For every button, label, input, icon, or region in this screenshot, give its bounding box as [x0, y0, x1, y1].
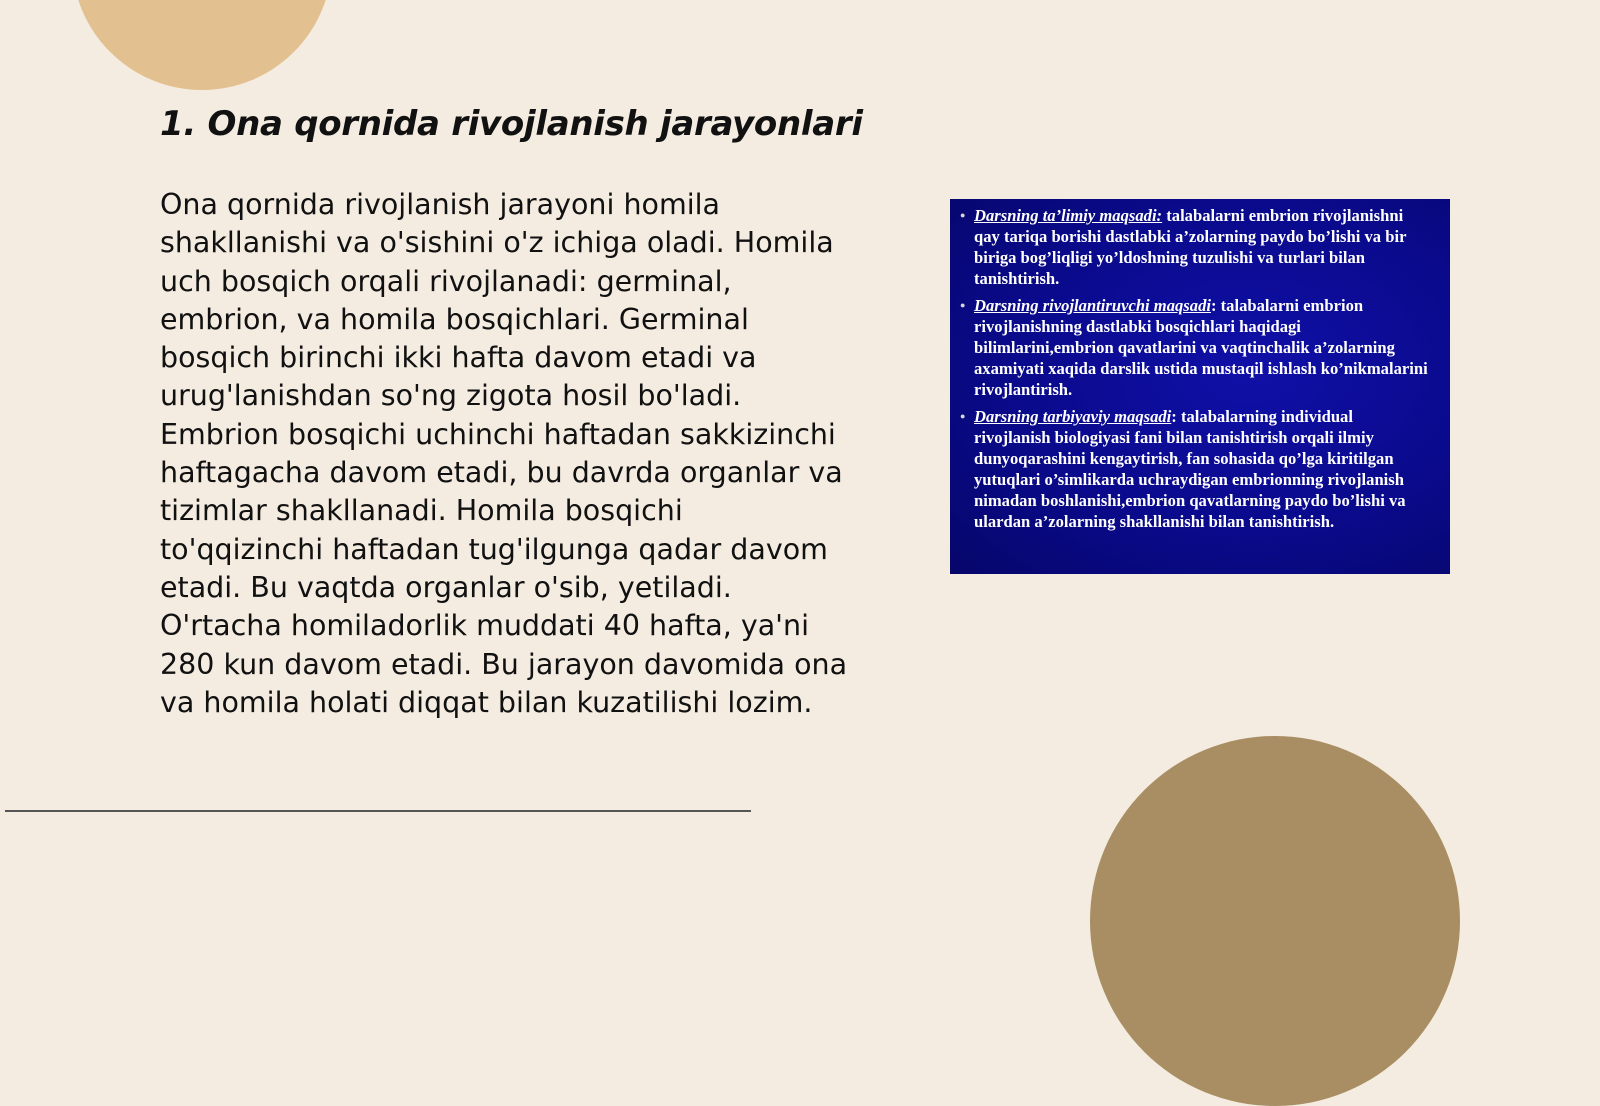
decorative-circle-top [72, 0, 332, 90]
objective-text: talabalarni embrion rivojlanishni qay tariqa borishi dastlabki a’zolarning paydo bo’lishi va bir biriga bog’liqligi yo’ldoshning tuzulishi va turlari bilan tanishtirish. [974, 206, 1407, 288]
objective-item [960, 295, 1430, 400]
bullet-icon: ● [960, 411, 966, 421]
decorative-circle-bottom [1090, 736, 1460, 1106]
slide-body-text: Ona qornida rivojlanish jarayoni homila shakllanishi va o'sishini o'z ichiga oladi. Homila uch bosqich orqali rivojlanadi: germinal, embrion, va homila bosqichlari. Germinal bosqich birinchi ikki hafta davom etadi va urug'lanishdan so'ng zigota hosil bo'ladi. Embrion bosqichi uchinchi haftadan sakkizinchi haftagacha davom etadi, bu davrda organlar va tizimlar shakllanadi. Homila bosqichi to'qqizinchi haftadan tug'ilgunga qadar davom etadi. Bu vaqtda organlar o'sib, yetiladi. O'rtacha homiladorlik muddati 40 hafta, ya'ni 280 kun davom etadi. Bu jarayon davomida ona va homila holati diqqat bilan kuzatilishi lozim. [160, 188, 848, 719]
slide-title: 1. Ona qornida rivojlanish jarayonlari [160, 104, 863, 144]
objective-label: Darsning ta’limiy maqsadi: [974, 206, 1163, 225]
objective-item [960, 406, 1430, 532]
objective-content [974, 295, 1430, 400]
bullet-icon: ● [960, 300, 966, 310]
objective-content [974, 406, 1430, 532]
bullet-icon: ● [960, 210, 966, 220]
objective-text: : talabalarni embrion rivojlanishning dastlabki bosqichlari haqidagi bilimlarini,embrion qavatlarini va vaqtinchalik a’zolarning axamiyati xaqida darslik ustida mustaqil ishlash ko’nikmalarini rivojlantirish. [974, 296, 1428, 399]
horizontal-divider [5, 810, 751, 812]
objective-text: : talabalarning individual rivojlanish biologiyasi fani bilan tanishtirish orqali ilmiy dunyoqarashini kengaytirish, fan sohasida qo’lga kiritilgan yutuqlari o’simlikarda uchraydigan embrionning rivojlanish nimadan boshlanishi,embrion qavatlarning paydo bo’lishi va ulardan a’zolarning shakllanishi bilan tanishtirish. [974, 407, 1406, 531]
objective-item [960, 205, 1430, 289]
objective-label: Darsning rivojlantiruvchi maqsadi [974, 296, 1211, 315]
objective-content [974, 205, 1430, 289]
lesson-objectives-image [950, 199, 1450, 574]
objective-label: Darsning tarbiyaviy maqsadi [974, 407, 1172, 426]
